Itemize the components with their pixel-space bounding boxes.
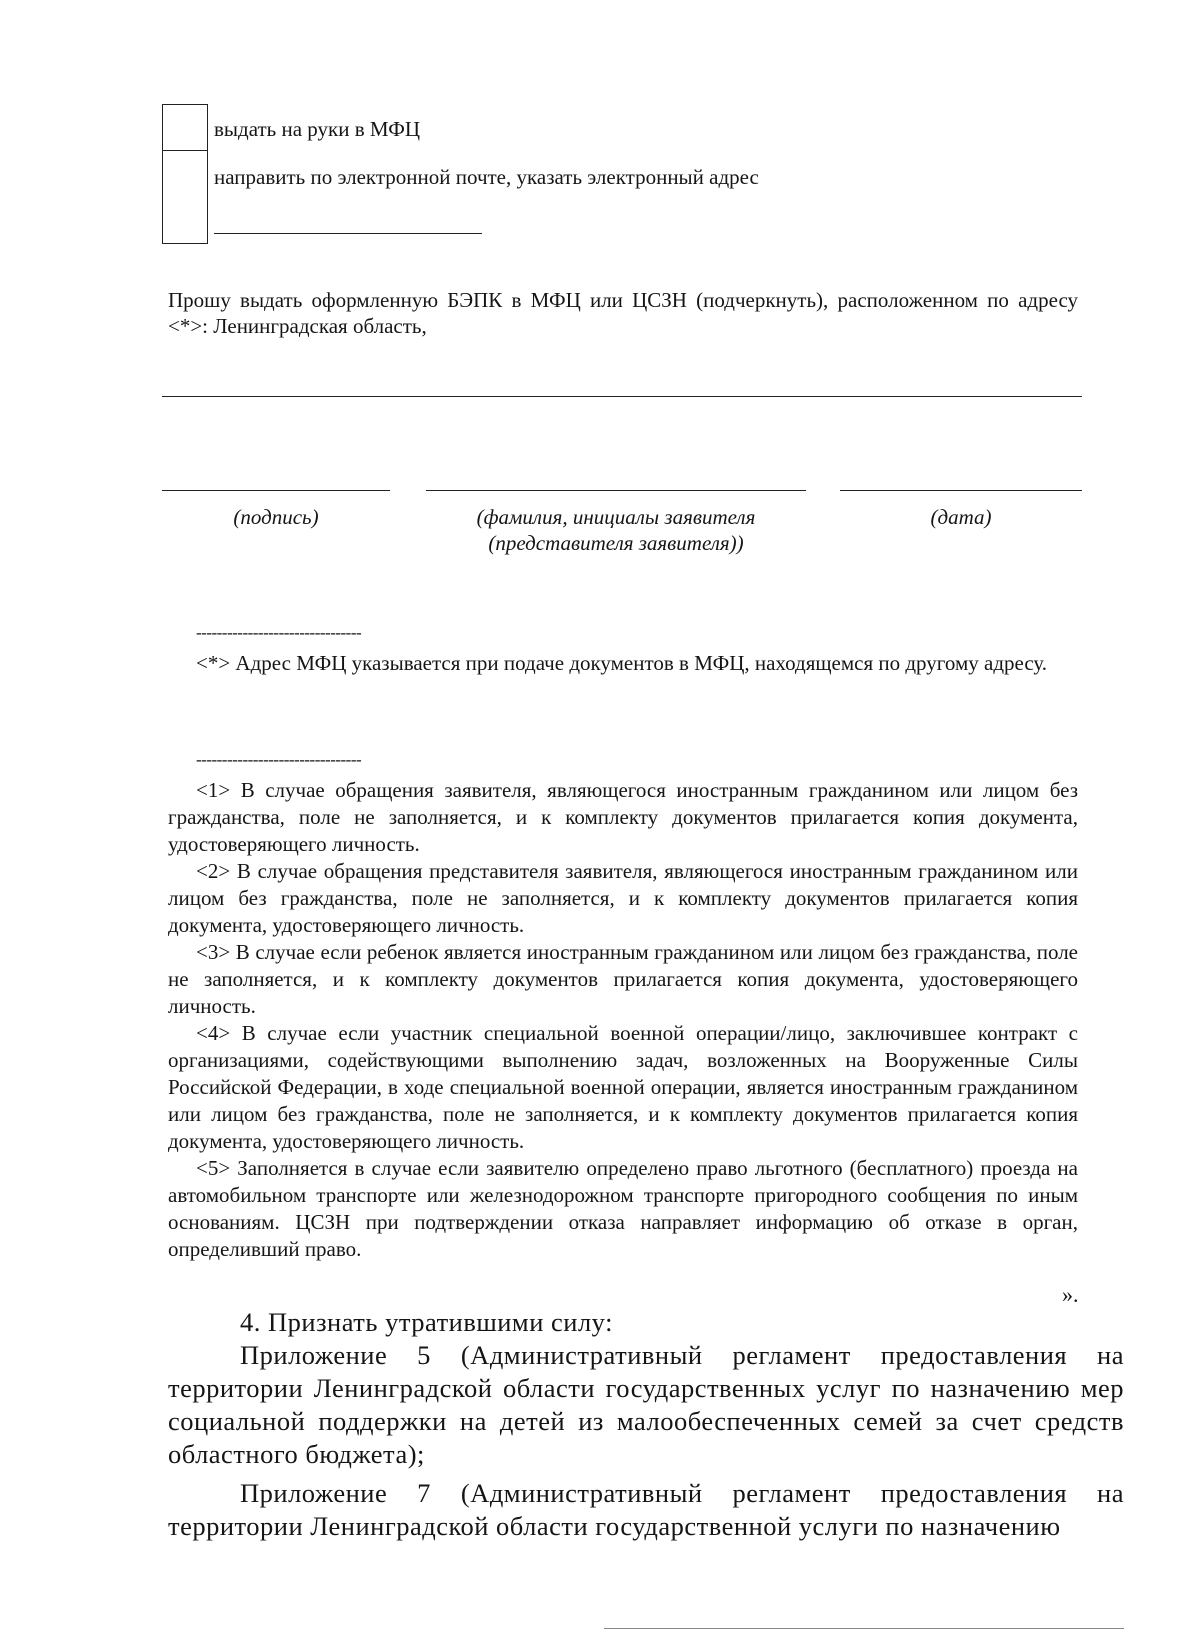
email-address-line[interactable] bbox=[214, 233, 482, 234]
delivery-option-box[interactable] bbox=[162, 104, 208, 244]
page-edge-mark bbox=[604, 1628, 1124, 1629]
main-body-text bbox=[168, 1306, 1124, 1543]
address-line[interactable] bbox=[162, 396, 1082, 397]
delivery-option-email-label: направить по электронной почте, указать электронный адрес bbox=[214, 165, 759, 189]
name-caption bbox=[426, 504, 806, 556]
signature-line[interactable] bbox=[162, 490, 390, 491]
closing-quote: ». bbox=[1062, 1282, 1079, 1307]
appendix-7-paragraph: Приложение 7 (Административный регламент предоставления на территории Ленинградской области государственной услуги по назначению bbox=[168, 1478, 1124, 1541]
footnote-star-text: <*> Адрес МФЦ указывается при подаче документов в МФЦ, находящемся по другому адресу. bbox=[196, 651, 1048, 675]
footnote-item: <4> В случае если участник специальной военной операции/лицо, заключившее контракт с организациями, содействующими выполнению задач, возложенных на Вооруженные Силы Российской Федерации, в ходе специальной военной операции, является иностранным гражданином или лицом без гражданства, поле не заполняется, и к комплекту документов прилагается копия документа, удостоверяющего личность. bbox=[168, 1021, 1078, 1153]
appendix-5-paragraph: Приложение 5 (Административный регламент предоставления на территории Ленинградской области государственных услуг по назначению мер социальной поддержки на детей из малообеспеченных семей за счет средств областного бюджета); bbox=[168, 1340, 1124, 1469]
footnote-item: <1> В случае обращения заявителя, являющегося иностранным гражданином или лицом без гражданства, поле не заполняется, и к комплекту документов прилагается копия документа, удостоверяющего личность. bbox=[168, 778, 1078, 856]
footnote-star bbox=[168, 650, 1078, 677]
footnote-item: <3> В случае если ребенок является иностранным гражданином или лицом без гражданства, поле не заполняется, и к комплекту документов прилагается копия документа, удостоверяющего личность. bbox=[168, 940, 1078, 1018]
footnotes-list bbox=[168, 777, 1078, 1263]
date-line[interactable] bbox=[840, 490, 1082, 491]
name-caption-line2: (представителя заявителя)) bbox=[488, 531, 744, 555]
delivery-option-mfc-label: выдать на руки в МФЦ bbox=[214, 117, 421, 141]
date-caption: (дата) bbox=[930, 505, 992, 529]
item-4-heading: 4. Признать утратившими силу: bbox=[240, 1307, 613, 1337]
footnote-separator: -------------------------------- bbox=[196, 623, 362, 642]
request-paragraph: Прошу выдать оформленную БЭПК в МФЦ или ЦСЗН (подчеркнуть), расположенном по адресу <*>: Ленинградская область, bbox=[168, 288, 1078, 338]
name-caption-line1: (фамилия, инициалы заявителя bbox=[476, 505, 756, 529]
footnote-item: <5> Заполняется в случае если заявителю определено право льготного (бесплатного) проезда на автомобильном транспорте или железнодорожном транспорте пригородного сообщения по иным основаниям. ЦСЗН при подтверждении отказа направляет информацию об отказе в орган, определивший право. bbox=[168, 1156, 1078, 1261]
footnote-separator: -------------------------------- bbox=[196, 750, 362, 769]
signature-caption: (подпись) bbox=[233, 505, 319, 529]
name-line[interactable] bbox=[426, 490, 806, 491]
delivery-option-divider bbox=[162, 150, 208, 151]
footnote-item: <2> В случае обращения представителя заявителя, являющегося иностранным гражданином или лицом без гражданства, поле не заполняется, и к комплекту документов прилагается копия документа, удостоверяющего личность. bbox=[168, 859, 1078, 937]
